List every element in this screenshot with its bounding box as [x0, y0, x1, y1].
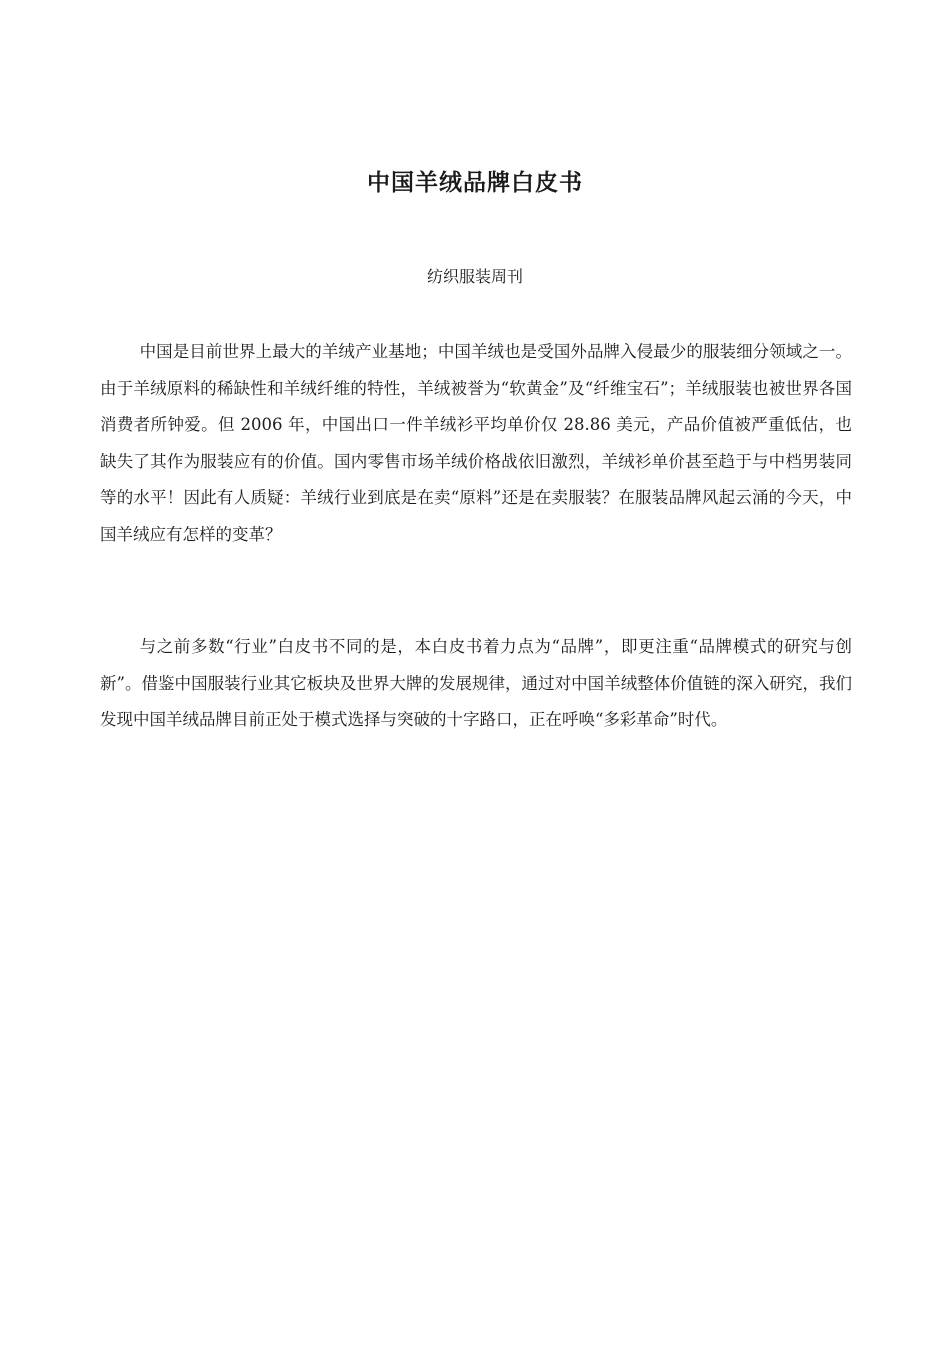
body-paragraph-2: 与之前多数“行业”白皮书不同的是，本白皮书着力点为“品牌”，即更注重“品牌模式的研究与创新”。借鉴中国服装行业其它板块及世界大牌的发展规律，通过对中国羊绒整体价值链的深入研究，我们发现中国羊绒品牌目前正处于模式选择与突破的十字路口，正在呼唤“多彩革命”时代。	[100, 637, 852, 730]
body-paragraph-1: 中国是目前世界上最大的羊绒产业基地；中国羊绒也是受国外品牌入侵最少的服装细分领域之一。由于羊绒原料的稀缺性和羊绒纤维的特性，羊绒被誉为“软黄金”及“纤维宝石”；羊绒服装也被世界各国消费者所钟爱。但 2006 年，中国出口一件羊绒衫平均单价仅 28.86 美元，产品价值被严重低估，也缺失了其作为服装应有的价值。国内零售市场羊绒价格战依旧激烈，羊绒衫单价甚至趋于与中档男装同等的水平！因此有人质疑：羊绒行业到底是在卖“原料”还是在卖服装？在服装品牌风起云涌的今天，中国羊绒应有怎样的变革？	[100, 342, 852, 544]
document-title: 中国羊绒品牌白皮书	[367, 170, 583, 196]
document-source: 纺织服装周刊	[426, 267, 523, 286]
